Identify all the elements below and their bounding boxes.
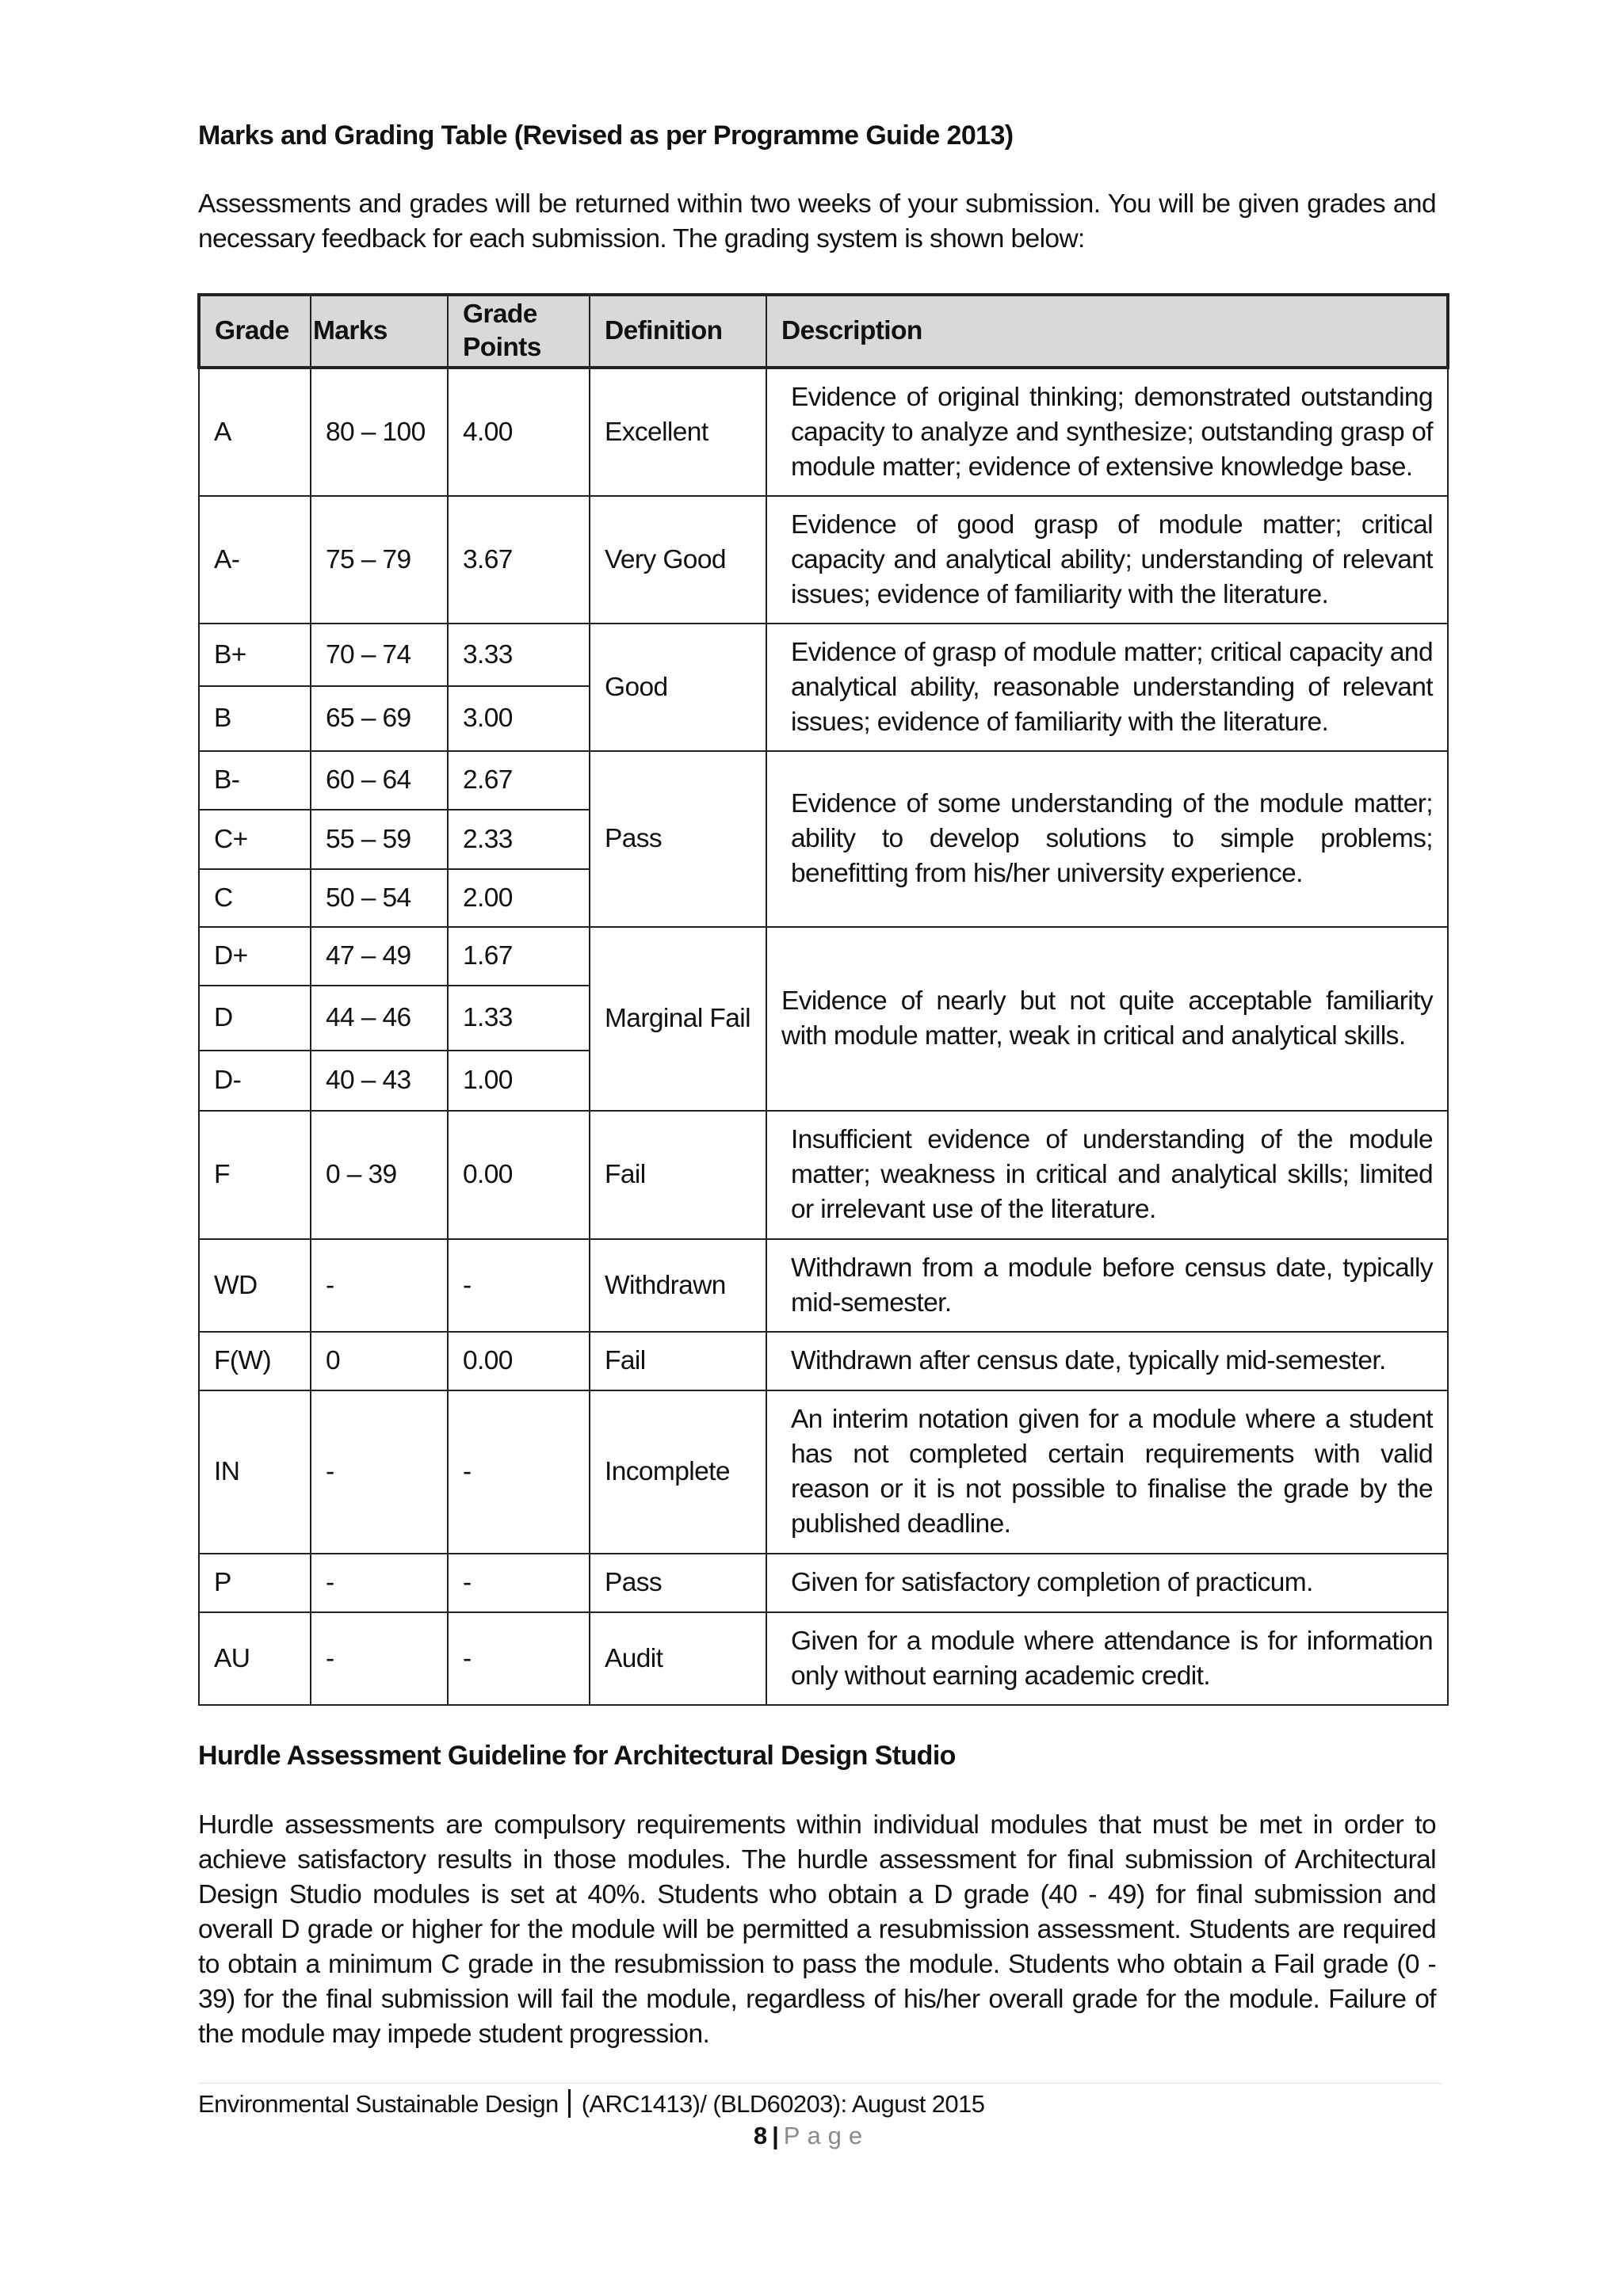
footer-divider	[198, 2083, 1442, 2084]
cell-grade: IN	[199, 1390, 311, 1554]
cell-points: 0.00	[448, 1111, 590, 1239]
footer-course: Environmental Sustainable Design	[198, 2090, 559, 2118]
cell-definition-marginal: Marginal Fail	[590, 927, 766, 1111]
cell-marks: -	[311, 1239, 448, 1332]
cell-description: Withdrawn from a module before census date, typically mid-semester.	[766, 1239, 1448, 1332]
cell-points: 1.00	[448, 1051, 590, 1111]
table-row	[199, 927, 1448, 986]
intro-paragraph: Assessments and grades will be returned within two weeks of your submission. You will be given grades and necessary feedback for each submission. The grading system is shown below:	[198, 189, 1436, 254]
marks-grading-heading: Marks and Grading Table (Revised as per Programme Guide 2013)	[198, 120, 1014, 151]
cell-points: 1.33	[448, 986, 590, 1051]
page-number-value: 8	[753, 2122, 768, 2149]
table-header-row	[199, 295, 1448, 368]
cell-grade: F(W)	[199, 1332, 311, 1390]
cell-definition: Incomplete	[590, 1390, 766, 1554]
cell-grade: B+	[199, 624, 311, 686]
cell-points: -	[448, 1612, 590, 1705]
cell-description: Given for a module where attendance is for information only without earning academic credit.	[766, 1612, 1448, 1705]
header-grade: Grade	[199, 295, 311, 368]
cell-marks: 60 – 64	[311, 751, 448, 810]
cell-grade: P	[199, 1554, 311, 1612]
cell-points: 1.67	[448, 927, 590, 986]
cell-description: An interim notation given for a module where a student has not completed certain requirements with valid reason or it is not possible to finalise the grade by the published deadline.	[766, 1390, 1448, 1554]
cell-marks: 50 – 54	[311, 869, 448, 927]
cell-points: 2.00	[448, 869, 590, 927]
cell-grade: A-	[199, 496, 311, 624]
page-number-separator: |	[772, 2122, 779, 2149]
cell-grade: WD	[199, 1239, 311, 1332]
footer-separator	[568, 2089, 571, 2118]
cell-description-good: Evidence of grasp of module matter; critical capacity and analytical ability, reasonable understanding of relevant issues; evidence of familiarity with the literature.	[766, 624, 1448, 751]
header-description: Description	[766, 295, 1448, 368]
cell-definition: Excellent	[590, 368, 766, 496]
cell-points: 2.33	[448, 810, 590, 869]
cell-definition-pass: Pass	[590, 751, 766, 927]
cell-grade: B	[199, 686, 311, 751]
cell-points: 4.00	[448, 368, 590, 496]
table-row	[199, 624, 1448, 686]
cell-definition: Pass	[590, 1554, 766, 1612]
cell-definition: Fail	[590, 1332, 766, 1390]
cell-grade: D+	[199, 927, 311, 986]
table-row	[199, 1239, 1448, 1332]
table-row	[199, 1612, 1448, 1705]
cell-grade: A	[199, 368, 311, 496]
cell-definition: Audit	[590, 1612, 766, 1705]
cell-marks: 80 – 100	[311, 368, 448, 496]
cell-definition: Withdrawn	[590, 1239, 766, 1332]
cell-points: 3.67	[448, 496, 590, 624]
cell-description: Insufficient evidence of understanding of the module matter; weakness in critical and analytical skills; limited or irrelevant use of the literature.	[766, 1111, 1448, 1239]
cell-marks: 0	[311, 1332, 448, 1390]
cell-definition-good: Good	[590, 624, 766, 751]
cell-description: Evidence of original thinking; demonstrated outstanding capacity to analyze and synthesize; outstanding grasp of module matter; evidence of extensive knowledge base.	[766, 368, 1448, 496]
cell-points: -	[448, 1554, 590, 1612]
table-row	[199, 368, 1448, 496]
footer-code: (ARC1413)/ (BLD60203): August 2015	[581, 2090, 985, 2118]
table-row	[199, 1332, 1448, 1390]
cell-grade: AU	[199, 1612, 311, 1705]
footer	[198, 2088, 984, 2120]
table-row	[199, 1390, 1448, 1554]
hurdle-paragraph: Hurdle assessments are compulsory requirements within individual modules that must be met in order to achieve satisfactory results in those modules. The hurdle assessment for final submission of Architectural Design Studio modules is set at 40%. Students who obtain a D grade (40 - 49) for final submission and overall D grade or higher for the module will be permitted a resubmission assessment. Students are required to obtain a minimum C grade in the resubmission to pass the module. Students who obtain a Fail grade (0 - 39) for the final submission will fail the module, regardless of his/her overall grade for the module. Failure of the module may impede student progression.	[198, 1810, 1436, 2049]
table-row	[199, 751, 1448, 810]
cell-marks: -	[311, 1554, 448, 1612]
table-row	[199, 1554, 1448, 1612]
table-row	[199, 1111, 1448, 1239]
cell-grade: D	[199, 986, 311, 1051]
page-number	[0, 2120, 1623, 2152]
cell-grade: B-	[199, 751, 311, 810]
cell-marks: 40 – 43	[311, 1051, 448, 1111]
hurdle-heading: Hurdle Assessment Guideline for Architectural Design Studio	[198, 1741, 956, 1771]
cell-grade: F	[199, 1111, 311, 1239]
cell-marks: 47 – 49	[311, 927, 448, 986]
cell-points: 3.00	[448, 686, 590, 751]
header-definition: Definition	[590, 295, 766, 368]
table-row	[199, 496, 1448, 624]
cell-marks: 70 – 74	[311, 624, 448, 686]
cell-points: -	[448, 1390, 590, 1554]
cell-grade: C	[199, 869, 311, 927]
cell-marks: -	[311, 1612, 448, 1705]
cell-definition: Fail	[590, 1111, 766, 1239]
cell-description: Given for satisfactory completion of practicum.	[766, 1554, 1448, 1612]
cell-grade: D-	[199, 1051, 311, 1111]
grading-table	[197, 293, 1449, 1706]
cell-points: 3.33	[448, 624, 590, 686]
header-grade-points: Grade Points	[448, 295, 590, 368]
cell-points: 2.67	[448, 751, 590, 810]
cell-marks: 65 – 69	[311, 686, 448, 751]
cell-marks: 75 – 79	[311, 496, 448, 624]
cell-points: -	[448, 1239, 590, 1332]
cell-description: Withdrawn after census date, typically mid-semester.	[766, 1332, 1448, 1390]
cell-description: Evidence of good grasp of module matter; critical capacity and analytical ability; understanding of relevant issues; evidence of familiarity with the literature.	[766, 496, 1448, 624]
header-marks: Marks	[311, 295, 448, 368]
cell-marks: 0 – 39	[311, 1111, 448, 1239]
cell-marks: 44 – 46	[311, 986, 448, 1051]
cell-marks: 55 – 59	[311, 810, 448, 869]
cell-points: 0.00	[448, 1332, 590, 1390]
page-label: Page	[783, 2122, 870, 2149]
cell-marks: -	[311, 1390, 448, 1554]
cell-definition: Very Good	[590, 496, 766, 624]
cell-description-pass: Evidence of some understanding of the module matter; ability to develop solutions to simple problems; benefitting from his/her university experience.	[766, 751, 1448, 927]
cell-description-marginal: Evidence of nearly but not quite acceptable familiarity with module matter, weak in critical and analytical skills.	[766, 927, 1448, 1111]
cell-grade: C+	[199, 810, 311, 869]
